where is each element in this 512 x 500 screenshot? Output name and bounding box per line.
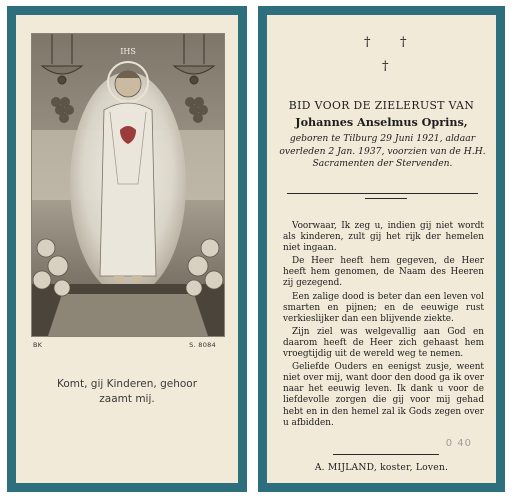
signature-rule bbox=[333, 454, 439, 455]
cross-icon: † bbox=[364, 35, 371, 50]
holy-card-back-paper bbox=[267, 15, 496, 483]
holy-card-front-paper bbox=[16, 15, 238, 483]
prayer-paragraph: Een zalige dood is beter dan een leven vol smarten en pijnen; en de eeuwige rust verkieslijker dan een blijvende ziekte. bbox=[283, 291, 484, 324]
child-jesus-illustration bbox=[32, 34, 224, 336]
birth-death-details: geboren te Tilburg 29 Juni 1921, aldaar overleden 2 Jan. 1937, voorzien van de H.H. Sacramenten der Stervenden. bbox=[279, 133, 486, 169]
prayer-paragraph: Voorwaar, Ik zeg u, indien gij niet wordt als kinderen, zult gij het rijk der hemelen niet ingaan. bbox=[283, 221, 484, 254]
holy-card-back bbox=[258, 6, 505, 492]
cross-icon: † bbox=[382, 59, 389, 74]
holy-card-front bbox=[7, 6, 247, 492]
divider-rule-short bbox=[365, 198, 407, 199]
caption-line: zaamt mij. bbox=[99, 393, 155, 405]
printer-signature: A. MIJLAND, koster, Loven. bbox=[314, 462, 449, 473]
caption-line: Komt, gij Kinderen, gehoor bbox=[56, 378, 198, 390]
printer-code-right: S. 8084 bbox=[189, 341, 216, 349]
divider-rule bbox=[287, 193, 478, 194]
prayer-body bbox=[283, 221, 484, 431]
devotional-picture bbox=[31, 33, 225, 337]
ihs-monogram: IHS bbox=[120, 47, 136, 56]
prayer-paragraph: Geliefde Ouders en eenigst zusje, weent niet over mij, want door den dood ga ik over naar het eeuwig leven. Ik dank u voor de liefdevolle zorgen die gij voor mij gehad hebt en in den hemel zal ik Gods zegen over u afbidden. bbox=[283, 362, 484, 428]
prayer-paragraph: Zijn ziel was welgevallig aan God en daarom heeft de Heer zich gehaast hem vroegtijdig uit de wereld weg te nemen. bbox=[283, 326, 484, 360]
scripture-caption bbox=[28, 377, 226, 407]
pencil-annotation: 0 40 bbox=[445, 438, 472, 449]
crosses-group bbox=[267, 35, 496, 79]
deceased-name: Johannes Anselmus Oprins, bbox=[295, 115, 468, 129]
cross-icon: † bbox=[400, 35, 407, 50]
printer-code-left: BK bbox=[33, 341, 43, 349]
prayer-heading: BID VOOR DE ZIELERUST VAN bbox=[288, 99, 475, 112]
prayer-paragraph: De Heer heeft hem gegeven, de Heer heeft hem genomen, de Naam des Heeren zij gezegend. bbox=[283, 256, 484, 289]
